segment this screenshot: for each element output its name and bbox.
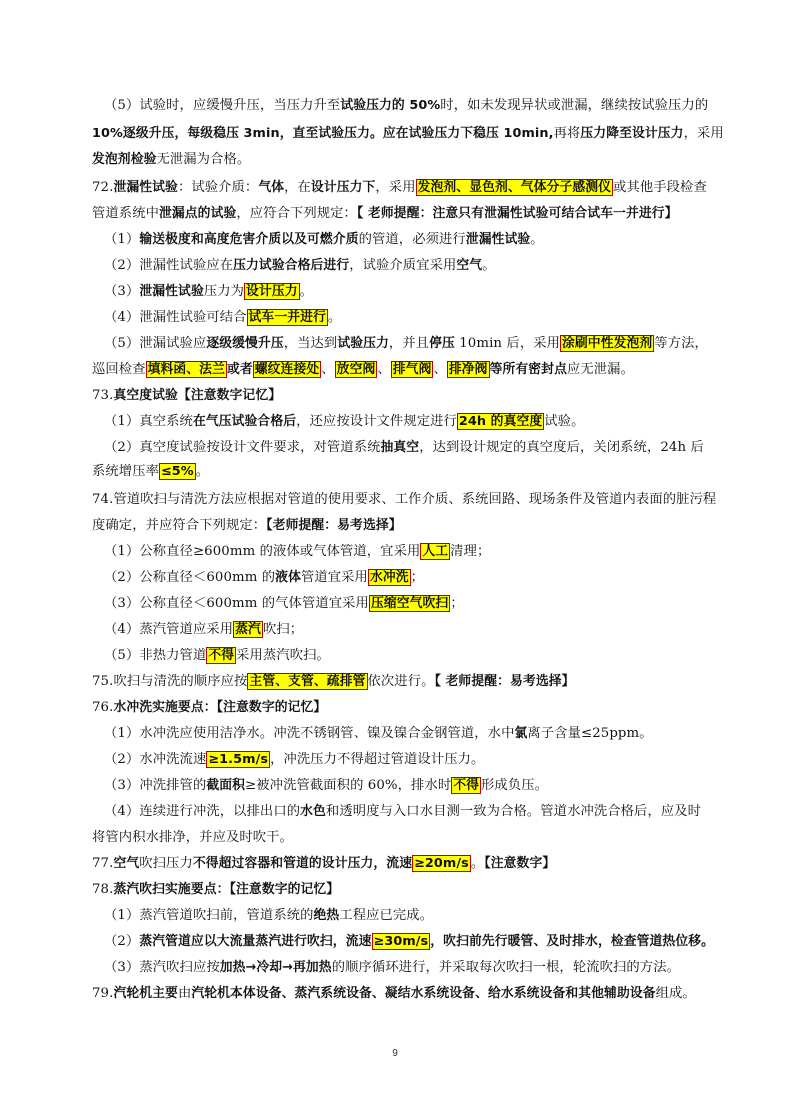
text-line bbox=[92, 360, 732, 380]
text-run: 离子含量≤25ppm。 bbox=[527, 726, 653, 741]
text-line bbox=[104, 438, 744, 458]
text-line bbox=[92, 462, 732, 482]
text-line bbox=[104, 776, 744, 796]
text-run: 。 bbox=[195, 464, 210, 479]
text-line bbox=[104, 282, 744, 302]
bold-text: 绝热 bbox=[313, 908, 340, 923]
text-line bbox=[92, 854, 732, 874]
text-line bbox=[92, 698, 732, 718]
text-run: 组成。 bbox=[655, 986, 696, 1001]
bold-text: 水冲洗实施要点：【注意数字的记忆】 bbox=[113, 700, 327, 715]
highlighted-term: 试车一并进行 bbox=[248, 310, 326, 325]
bold-text: 停压 bbox=[429, 336, 455, 351]
bold-text: 或者 bbox=[226, 362, 253, 377]
text-run: 的顺序循环进行，并采取每次吹扫一根，轮流吹扫的方法。 bbox=[331, 960, 681, 975]
text-line bbox=[92, 204, 732, 224]
bold-text: 10%逐级升压，每级稳压 3min，直至试验压力。应在试验压力下稳压 10min, bbox=[92, 126, 554, 141]
text-line bbox=[104, 932, 744, 952]
text-line bbox=[104, 620, 744, 640]
bold-text: 【 老师提醒：注意只有泄漏性试验可结合试车一并进行】 bbox=[356, 206, 678, 221]
text-run: （3）冲洗排管的 bbox=[104, 778, 207, 793]
text-run: 。 bbox=[530, 232, 544, 247]
text-run: ，应符合下列规定： bbox=[236, 206, 357, 221]
text-line bbox=[104, 96, 744, 116]
bold-text: ，吹扫前先行暖管、及时排水，检查管道热位移。 bbox=[430, 934, 715, 949]
text-run: （5）非热力管道 bbox=[104, 648, 207, 663]
text-line bbox=[104, 568, 744, 588]
text-run: 、 bbox=[433, 362, 447, 377]
bold-text: 【注意数字】 bbox=[484, 856, 556, 871]
text-run: 吹扫； bbox=[262, 622, 304, 637]
text-line bbox=[104, 308, 744, 328]
text-run: （2） bbox=[104, 934, 140, 949]
text-run: 依次进行。 bbox=[367, 674, 435, 689]
bold-text: 水色 bbox=[300, 804, 326, 819]
text-run: 巡回检查 bbox=[92, 362, 146, 377]
bold-text: 压力试验合格后进行 bbox=[233, 258, 350, 273]
text-line bbox=[104, 646, 744, 666]
bold-text: 等所有密封点 bbox=[489, 362, 567, 377]
text-line bbox=[104, 594, 744, 614]
text-run: 应无泄漏。 bbox=[566, 362, 634, 377]
text-line bbox=[92, 516, 732, 536]
text-line bbox=[92, 386, 732, 406]
text-run: 时，如未发现异状或泄漏，继续按试验压力的 bbox=[440, 98, 709, 113]
text-run: （1）水冲洗应使用洁净水。冲洗不锈钢管、镍及镍合金钢管道，水中 bbox=[104, 726, 515, 741]
text-run: 采用蒸汽吹扫。 bbox=[236, 648, 330, 663]
bold-text: 不得超过容器和管道的设计压力，流速 bbox=[192, 856, 413, 871]
highlighted-term: ≥30m/s bbox=[373, 934, 429, 949]
highlighted-term: 水冲洗 bbox=[369, 570, 409, 585]
bold-text: 真空度试验【注意数字记忆】 bbox=[113, 388, 282, 403]
text-line bbox=[104, 958, 744, 978]
text-run: （4）泄漏性试验可结合 bbox=[104, 310, 247, 325]
text-line bbox=[104, 334, 744, 354]
bold-text: 泄漏性试验 bbox=[465, 232, 531, 247]
highlighted-term: ≤5% bbox=[160, 464, 194, 479]
text-line bbox=[104, 724, 744, 744]
text-run: （5）试验时，应缓慢升压，当压力升至 bbox=[104, 98, 341, 113]
text-line bbox=[92, 150, 732, 170]
text-run: 的管道，必须进行 bbox=[358, 232, 466, 247]
text-run: 试验。 bbox=[544, 414, 585, 429]
text-line bbox=[104, 542, 744, 562]
highlighted-term: 不得 bbox=[453, 778, 480, 793]
highlighted-term: 24h 的真空度 bbox=[458, 414, 543, 429]
bold-text: 泄漏性试验 bbox=[139, 284, 204, 299]
text-line bbox=[92, 672, 732, 692]
text-run: 再将 bbox=[553, 126, 581, 141]
text-run: （1）蒸汽管道吹扫前，管道系统的 bbox=[104, 908, 314, 923]
text-run: ，当达到 bbox=[283, 336, 338, 351]
bold-text: 加热→冷却→再加热 bbox=[219, 960, 332, 975]
bold-text: 泄漏性试验 bbox=[113, 180, 178, 195]
text-run: 系统增压率 bbox=[92, 464, 159, 479]
text-line bbox=[92, 880, 732, 900]
text-run: 吹扫压力 bbox=[139, 856, 193, 871]
bold-text: 截面积 bbox=[206, 778, 246, 793]
text-run: 。 bbox=[299, 284, 314, 299]
text-line bbox=[104, 802, 744, 822]
text-run: 77. bbox=[92, 856, 114, 871]
text-run: 73. bbox=[92, 388, 114, 403]
text-run: ； bbox=[410, 570, 425, 585]
bold-text: 逐级缓慢升压 bbox=[206, 336, 284, 351]
bold-text: 液体 bbox=[275, 570, 301, 585]
text-run: 无泄漏为合格。 bbox=[156, 152, 251, 167]
text-run: 管道系统中 bbox=[92, 206, 159, 221]
text-run: （1） bbox=[104, 232, 140, 247]
bold-text: 设计压力下 bbox=[310, 180, 376, 195]
text-line bbox=[92, 828, 732, 848]
text-run: （1）真空系统 bbox=[104, 414, 193, 429]
text-run: ，达到设计规定的真空度后，关闭系统，24h 后 bbox=[419, 440, 704, 455]
text-run: 压力为 bbox=[203, 284, 245, 299]
text-run: 由 bbox=[177, 986, 192, 1001]
highlighted-term: 压缩空气吹扫 bbox=[370, 596, 449, 611]
bold-text: 输送极度和高度危害介质以及可燃介质 bbox=[139, 232, 359, 247]
highlighted-term: ≥20m/s bbox=[414, 856, 469, 871]
bold-text: 汽轮机主要 bbox=[113, 986, 178, 1001]
bold-text: 发泡剂检验 bbox=[92, 152, 157, 167]
text-line bbox=[104, 230, 744, 250]
highlighted-term: 发泡剂、显色剂、气体分子感测仪 bbox=[417, 180, 612, 195]
text-line bbox=[92, 490, 732, 510]
text-run: 。 bbox=[327, 310, 342, 325]
text-line bbox=[104, 256, 744, 276]
text-run: （4）蒸汽管道应采用 bbox=[104, 622, 234, 637]
text-run: 等方法， bbox=[654, 336, 708, 351]
text-run: ，还应按设计文件规定进行 bbox=[296, 414, 457, 429]
highlighted-term: 蒸汽 bbox=[235, 622, 261, 637]
text-run: 76. bbox=[92, 700, 114, 715]
text-run: （3）公称直径＜600mm 的气体管道宜采用 bbox=[104, 596, 369, 611]
bold-text: 气体 bbox=[258, 180, 285, 195]
bold-text: 试验压力的 50% bbox=[340, 98, 441, 113]
bold-text: 氯 bbox=[514, 726, 528, 741]
bold-text: 蒸汽吹扫实施要点：【注意数字的记忆】 bbox=[113, 882, 340, 897]
text-run: 。 bbox=[470, 856, 485, 871]
text-line bbox=[92, 124, 732, 144]
highlighted-term: 排净阀 bbox=[448, 362, 488, 377]
highlighted-term: 填料函、法兰 bbox=[147, 362, 225, 377]
text-run: 79. bbox=[92, 986, 114, 1001]
text-run: （3）蒸汽吹扫应按 bbox=[104, 960, 220, 975]
text-run: 工程应已完成。 bbox=[339, 908, 434, 923]
text-run: 、 bbox=[377, 362, 391, 377]
text-run: 72. bbox=[92, 180, 114, 195]
bold-text: 【 老师提醒：易考选择】 bbox=[434, 674, 575, 689]
bold-text: 空气 bbox=[113, 856, 140, 871]
text-run: 度确定，并应符合下列规定： bbox=[92, 518, 267, 533]
highlighted-term: 排气阀 bbox=[392, 362, 432, 377]
text-run: 形成负压。 bbox=[481, 778, 549, 793]
text-run: 10min 后，采用 bbox=[454, 336, 561, 351]
text-line bbox=[104, 750, 744, 770]
text-run: 74.管道吹扫与清洗方法应根据对管道的使用要求、工作介质、系统回路、现场条件及管道内表面的脏污程 bbox=[92, 492, 717, 507]
text-run: 清理； bbox=[450, 544, 491, 559]
bold-text: 在气压试验合格后 bbox=[192, 414, 297, 429]
bold-text: 空气 bbox=[456, 258, 483, 273]
text-run: ，采用 bbox=[375, 180, 416, 195]
text-run: ：试验介质： bbox=[177, 180, 259, 195]
highlighted-term: 放空阀 bbox=[336, 362, 376, 377]
highlighted-term: 不得 bbox=[208, 648, 235, 663]
text-run: （1）公称直径≥600mm 的液体或气体管道，宜采用 bbox=[104, 544, 421, 559]
text-run: （2）泄漏性试验应在 bbox=[104, 258, 234, 273]
text-run: 、 bbox=[321, 362, 335, 377]
text-run: ≥被冲洗管截面积的 60%，排水时 bbox=[245, 778, 452, 793]
text-run: （2）真空度试验按设计文件要求，对管道系统 bbox=[104, 440, 381, 455]
text-line bbox=[92, 984, 732, 1004]
highlighted-term: 设计压力 bbox=[246, 284, 298, 299]
text-run: ，试验介质宜采用 bbox=[349, 258, 457, 273]
bold-text: 试验压力 bbox=[337, 336, 389, 351]
bold-text: 抽真空 bbox=[380, 440, 420, 455]
text-run: （3） bbox=[104, 284, 140, 299]
text-run: （2）公称直径＜600mm 的 bbox=[104, 570, 276, 585]
text-run: 或其他手段检查 bbox=[613, 180, 707, 195]
text-run: （4）连续进行冲洗，以排出口的 bbox=[104, 804, 301, 819]
text-run: 75.吹扫与清洗的顺序应按 bbox=[92, 674, 248, 689]
text-run: （5）泄漏试验应 bbox=[104, 336, 207, 351]
highlighted-term: ≥1.5m/s bbox=[208, 752, 269, 767]
text-line bbox=[92, 178, 732, 198]
highlighted-term: 螺纹连接处 bbox=[254, 362, 320, 377]
text-run: （2）水冲洗流速 bbox=[104, 752, 207, 767]
text-run: 将管内积水排净，并应及时吹干。 bbox=[92, 830, 293, 845]
bold-text: 泄漏点的试验 bbox=[158, 206, 237, 221]
bold-text: 汽轮机本体设备、蒸汽系统设备、凝结水系统设备、给水系统设备和其他辅助设备 bbox=[191, 986, 656, 1001]
text-run: 和透明度与入口水目测一致为合格。管道水冲洗合格后，应及时 bbox=[325, 804, 702, 819]
page-number: 9 bbox=[392, 1048, 398, 1059]
text-run: ，冲洗压力不得超过管道设计压力。 bbox=[270, 752, 485, 767]
bold-text: 【老师提醒：易考选择】 bbox=[266, 518, 402, 533]
text-run: ，并且 bbox=[388, 336, 430, 351]
text-line bbox=[104, 412, 744, 432]
text-run: ，在 bbox=[284, 180, 311, 195]
highlighted-term: 主管、支管、疏排管 bbox=[249, 674, 366, 689]
text-line bbox=[104, 906, 744, 926]
text-run: 管道宜采用 bbox=[300, 570, 368, 585]
text-run: ； bbox=[450, 596, 464, 611]
bold-text: 压力降至设计压力 bbox=[580, 126, 684, 141]
highlighted-term: 涂刷中性发泡剂 bbox=[562, 336, 653, 351]
text-run: ，采用 bbox=[683, 126, 724, 141]
highlighted-term: 人工 bbox=[422, 544, 449, 559]
text-run: 。 bbox=[482, 258, 496, 273]
bold-text: 蒸汽管道应以大流量蒸汽进行吹扫，流速 bbox=[139, 934, 372, 949]
text-run: 78. bbox=[92, 882, 114, 897]
